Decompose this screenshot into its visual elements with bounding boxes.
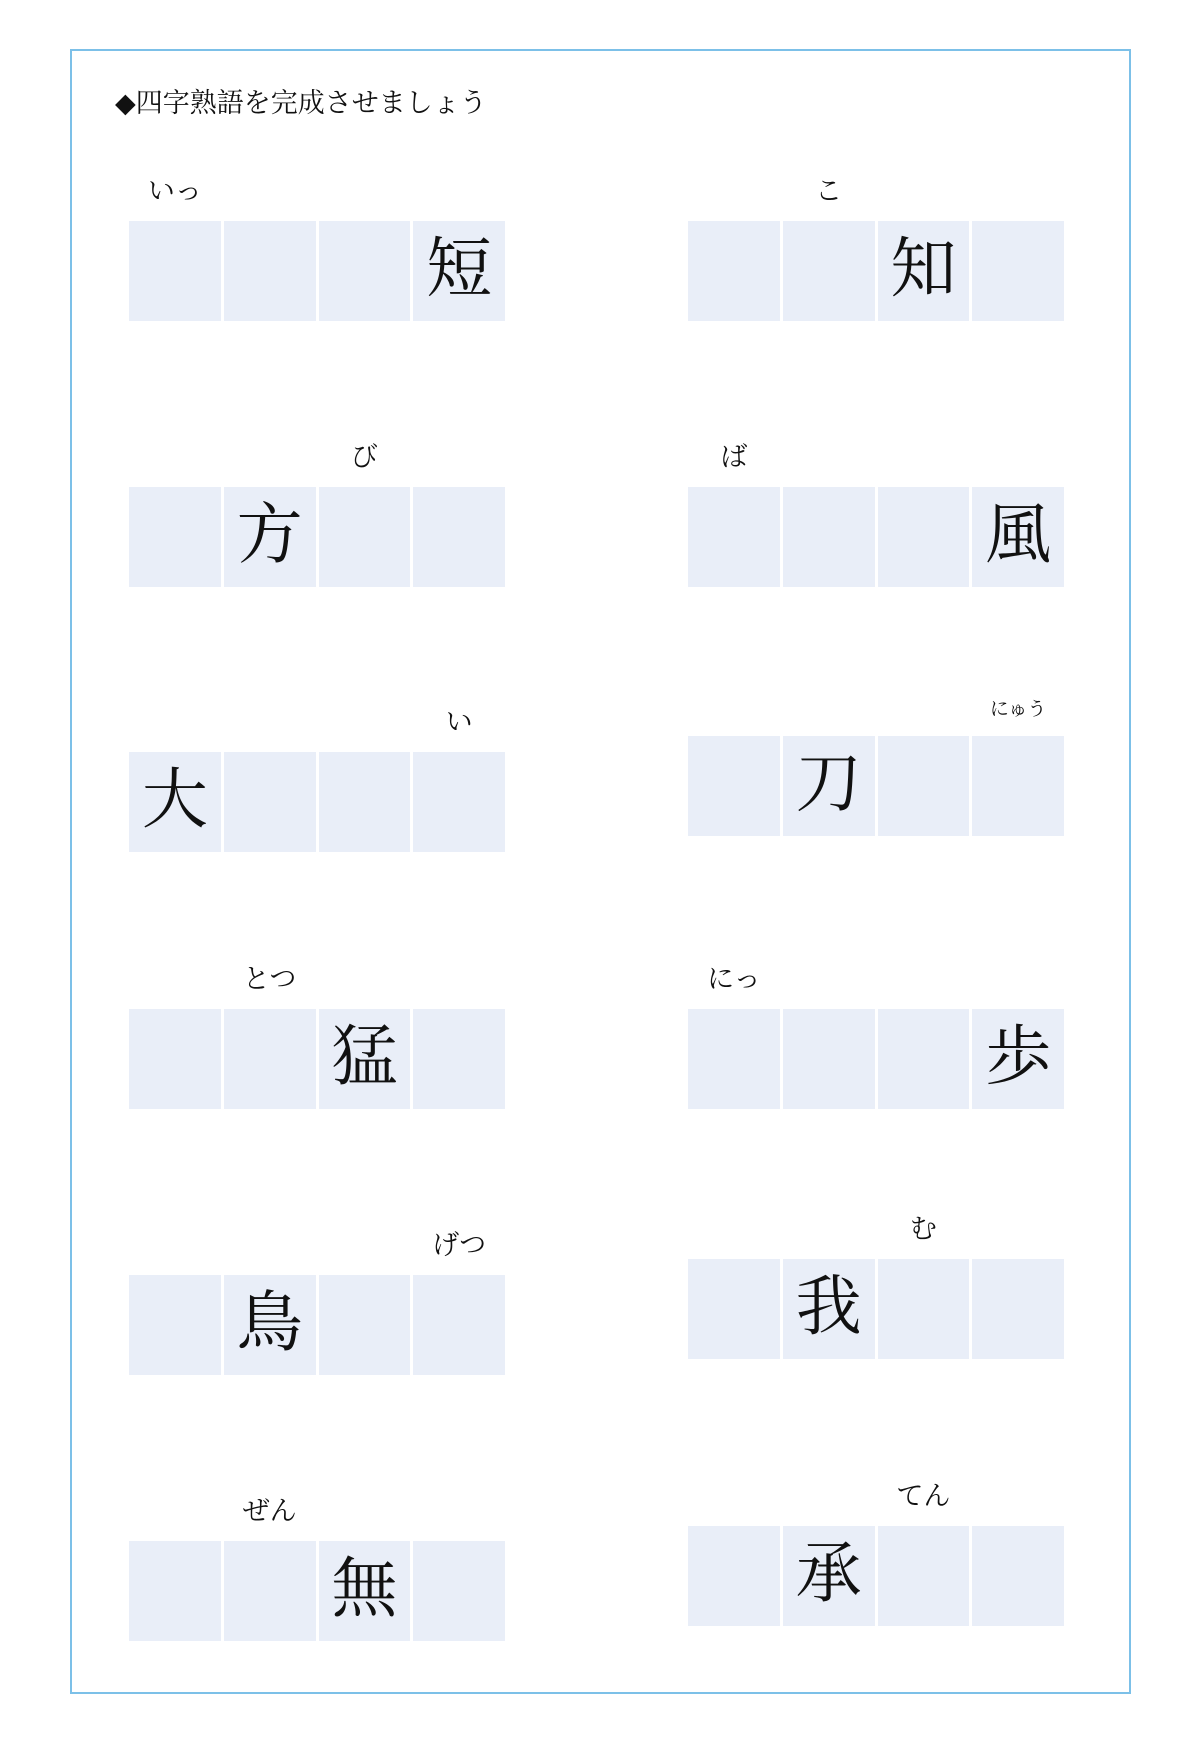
answer-cell[interactable]: [878, 736, 970, 836]
given-kanji-cell: 我: [783, 1259, 875, 1359]
answer-cell[interactable]: [878, 487, 970, 587]
answer-cell[interactable]: [319, 487, 411, 587]
answer-cell[interactable]: [972, 221, 1064, 321]
puzzle-2: [688, 166, 1064, 321]
answer-cell[interactable]: [688, 487, 780, 587]
answer-cell[interactable]: [319, 221, 411, 321]
given-kanji-cell: 鳥: [224, 1275, 316, 1375]
answer-cell[interactable]: [319, 752, 411, 852]
answer-cell[interactable]: [224, 221, 316, 321]
answer-cell[interactable]: [129, 1009, 221, 1109]
given-kanji-cell: 承: [783, 1526, 875, 1626]
answer-cell[interactable]: [129, 221, 221, 321]
given-kanji-cell: 猛: [319, 1009, 411, 1109]
given-kanji-cell: 刀: [783, 736, 875, 836]
given-kanji-cell: 知: [878, 221, 970, 321]
reading-hint: い: [445, 707, 473, 738]
puzzle-6: [688, 681, 1064, 836]
given-kanji-cell: 風: [972, 487, 1064, 587]
reading-hint: ぜん: [242, 1496, 297, 1527]
answer-cell[interactable]: [413, 1009, 505, 1109]
answer-cell[interactable]: [129, 487, 221, 587]
puzzle-8: [688, 954, 1064, 1109]
reading-hint: ば: [720, 442, 748, 473]
answer-cell[interactable]: [129, 1541, 221, 1641]
reading-hint: にゅう: [989, 698, 1047, 720]
answer-cell[interactable]: [129, 1275, 221, 1375]
answer-cell[interactable]: [688, 221, 780, 321]
given-kanji-cell: 短: [413, 221, 505, 321]
answer-cell[interactable]: [972, 1259, 1064, 1359]
answer-cell[interactable]: [783, 487, 875, 587]
answer-cell[interactable]: [688, 1526, 780, 1626]
answer-cell[interactable]: [878, 1526, 970, 1626]
answer-cell[interactable]: [224, 1541, 316, 1641]
reading-hint: げつ: [432, 1230, 487, 1261]
answer-cell[interactable]: [688, 1009, 780, 1109]
answer-cell[interactable]: [413, 752, 505, 852]
instruction-text: ◆四字熟語を完成させましょう: [115, 88, 487, 119]
reading-hint: とつ: [242, 964, 297, 995]
answer-cell[interactable]: [688, 736, 780, 836]
answer-cell[interactable]: [413, 487, 505, 587]
answer-cell[interactable]: [972, 736, 1064, 836]
answer-cell[interactable]: [688, 1259, 780, 1359]
answer-cell[interactable]: [413, 1275, 505, 1375]
puzzle-3: [129, 432, 505, 587]
answer-cell[interactable]: [783, 1009, 875, 1109]
puzzle-5: [129, 697, 505, 852]
answer-cell[interactable]: [783, 221, 875, 321]
given-kanji-cell: 歩: [972, 1009, 1064, 1109]
reading-hint: てん: [896, 1481, 951, 1512]
puzzle-12: [688, 1471, 1064, 1626]
reading-hint: こ: [815, 176, 843, 207]
answer-cell[interactable]: [224, 1009, 316, 1109]
reading-hint: いっ: [147, 176, 202, 207]
answer-cell[interactable]: [972, 1526, 1064, 1626]
answer-cell[interactable]: [878, 1009, 970, 1109]
given-kanji-cell: 無: [319, 1541, 411, 1641]
answer-cell[interactable]: [413, 1541, 505, 1641]
puzzle-7: [129, 954, 505, 1109]
reading-hint: にっ: [707, 964, 761, 995]
puzzle-10: [688, 1204, 1064, 1359]
reading-hint: む: [909, 1214, 937, 1245]
puzzle-1: [129, 166, 505, 321]
puzzle-4: [688, 432, 1064, 587]
puzzle-9: [129, 1220, 505, 1375]
given-kanji-cell: 方: [224, 487, 316, 587]
reading-hint: び: [350, 442, 378, 473]
answer-cell[interactable]: [878, 1259, 970, 1359]
given-kanji-cell: 大: [129, 752, 221, 852]
answer-cell[interactable]: [319, 1275, 411, 1375]
puzzle-11: [129, 1486, 505, 1641]
answer-cell[interactable]: [224, 752, 316, 852]
